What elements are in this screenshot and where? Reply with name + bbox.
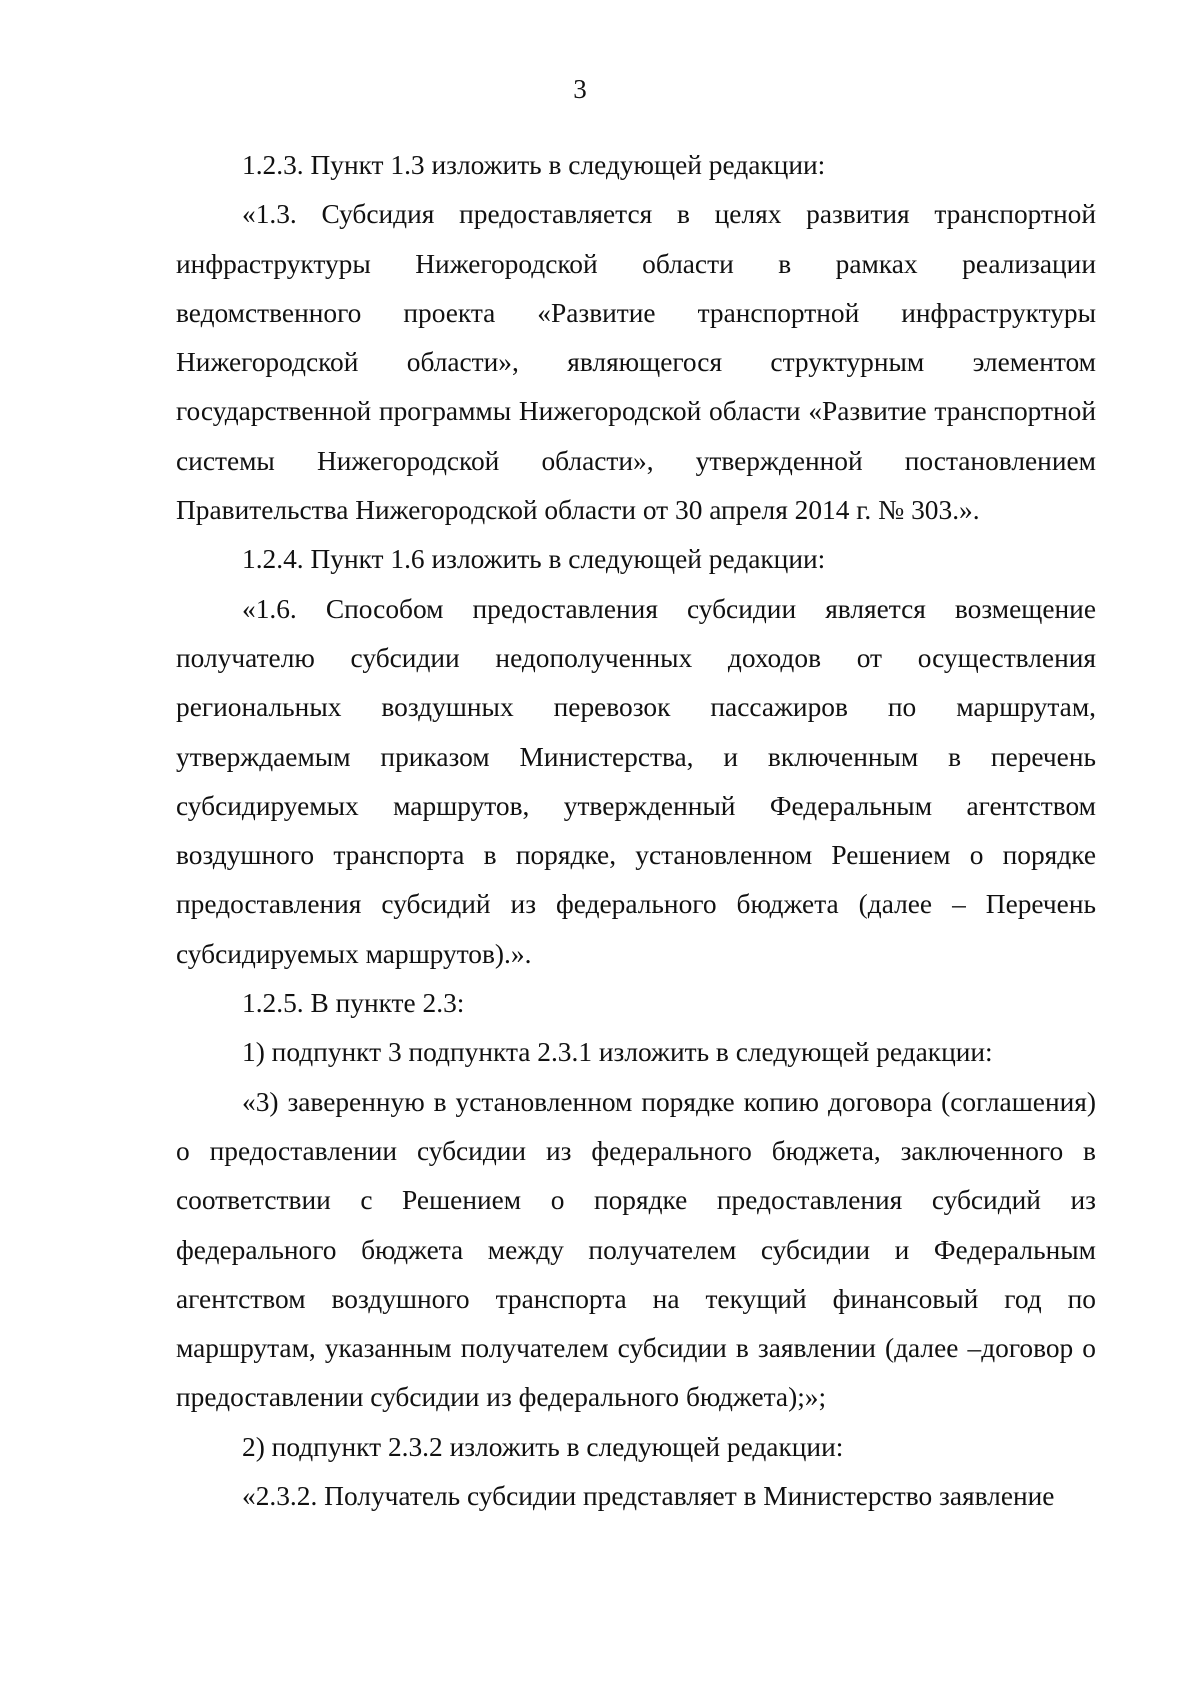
document-body bbox=[176, 141, 1096, 1521]
paragraph-subitem-2: 2) подпункт 2.3.2 изложить в следующей редакции: bbox=[242, 1431, 844, 1462]
paragraph-2-3-2-text: «2.3.2. Получатель субсидии представляет в Министерство заявление bbox=[242, 1481, 1055, 1512]
paragraph-1-6-text: «1.6. Способом предоставления субсидии является возмещение получателю субсидии недополученных доходов от осуществления региональных воздушных перевозок пассажиров по маршрутам, утверждаемым приказом Министерства, и включенным в перечень субсидируемых маршрутов, утвержденный Федеральным агентством воздушного транспорта в порядке, установленном Решением о порядке предоставления субсидий из федерального бюджета (далее – Перечень субсидируемых маршрутов).». bbox=[176, 593, 1096, 969]
paragraph-1-2-4-heading: 1.2.4. Пункт 1.6 изложить в следующей редакции: bbox=[242, 544, 826, 575]
paragraph-subitem-1: 1) подпункт 3 подпункта 2.3.1 изложить в следующей редакции: bbox=[242, 1037, 993, 1068]
paragraph-subitem-3-text: «3) заверенную в установленном порядке копию договора (соглашения) о предоставлении субсидии из федерального бюджета, заключенного в соответствии с Решением о порядке предоставления субсидий из федерального бюджета между получателем субсидии и Федеральным агентством воздушного транспорта на текущий финансовый год по маршрутам, указанным получателем субсидии в заявлении (далее –договор о предоставлении субсидии из федерального бюджета);»; bbox=[176, 1086, 1096, 1413]
page-number: 3 bbox=[573, 74, 587, 104]
paragraph-1-2-3-heading: 1.2.3. Пункт 1.3 изложить в следующей редакции: bbox=[242, 150, 826, 180]
paragraph-1-3-text: «1.3. Субсидия предоставляется в целях развития транспортной инфраструктуры Нижегородской области в рамках реализации ведомственного проекта «Развитие транспортной инфраструктуры Нижегородской области», являющегося структурным элементом государственной программы Нижегородской области «Развитие транспортной системы Нижегородской области», утвержденной постановлением Правительства Нижегородской области от 30 апреля 2014 г. № 303.». bbox=[176, 199, 1096, 526]
paragraph-1-2-5-heading: 1.2.5. В пункте 2.3: bbox=[242, 988, 465, 1019]
